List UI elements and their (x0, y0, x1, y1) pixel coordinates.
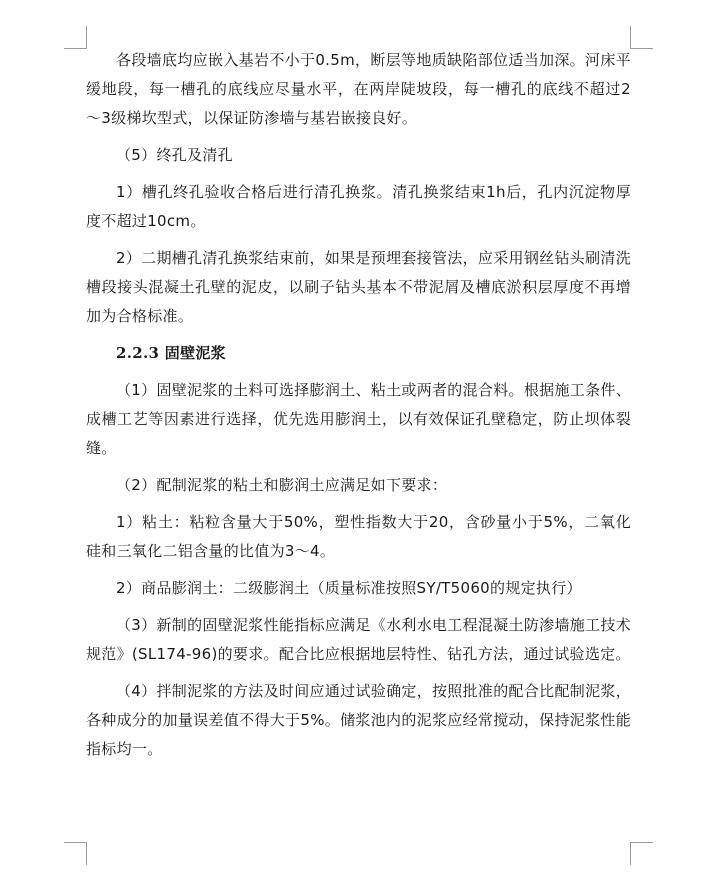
paragraph: 各段墙底均应嵌入基岩不小于0.5m，断层等地质缺陷部位适当加深。河床平缓地段，每一槽孔的底线应尽量水平，在两岸陡坡段，每一槽孔的底线不超过2～3级梯坎型式，以保证防渗墙与基岩嵌接良好。 (86, 51, 631, 127)
paragraph: （5）终孔及清孔 (116, 146, 233, 164)
paragraph: （3）新制的固壁泥浆性能指标应满足《水利水电工程混凝土防渗墙施工技术规范》(SL174-96)的要求。配合比应根据地层特性、钻孔方法，通过试验选定。 (86, 616, 631, 663)
document-body[interactable] (86, 46, 631, 772)
margin-mark-top-left (64, 26, 87, 49)
margin-mark-bottom-left (64, 842, 87, 865)
section-heading: 2.2.3 固壁泥浆 (116, 344, 226, 362)
paragraph: 1）槽孔终孔验收合格后进行清孔换浆。清孔换浆结束1h后，孔内沉淀物厚度不超过10cm。 (86, 183, 631, 230)
paragraph: 1）粘土：粘粒含量大于50%，塑性指数大于20，含砂量小于5%，二氧化硅和三氧化二铝含量的比值为3～4。 (86, 513, 631, 560)
margin-mark-top-right (630, 26, 653, 49)
paragraph: （4）拌制泥浆的方法及时间应通过试验确定，按照批准的配合比配制泥浆，各种成分的加量误差值不得大于5%。储浆池内的泥浆应经常搅动，保持泥浆性能指标均一。 (86, 682, 631, 758)
paragraph: （2）配制泥浆的粘土和膨润土应满足如下要求： (116, 476, 448, 494)
paragraph: （1）固壁泥浆的土料可选择膨润土、粘土或两者的混合料。根据施工条件、成槽工艺等因素进行选择，优先选用膨润土，以有效保证孔壁稳定，防止坝体裂缝。 (86, 381, 631, 457)
margin-mark-bottom-right (630, 842, 653, 865)
paragraph: 2）二期槽孔清孔换浆结束前，如果是预埋套接管法，应采用钢丝钻头刷清洗槽段接头混凝土孔壁的泥皮，以刷子钻头基本不带泥屑及槽底淤积层厚度不再增加为合格标准。 (86, 249, 631, 325)
paragraph: 2）商品膨润土：二级膨润土（质量标准按照SY/T5060的规定执行） (116, 579, 582, 597)
